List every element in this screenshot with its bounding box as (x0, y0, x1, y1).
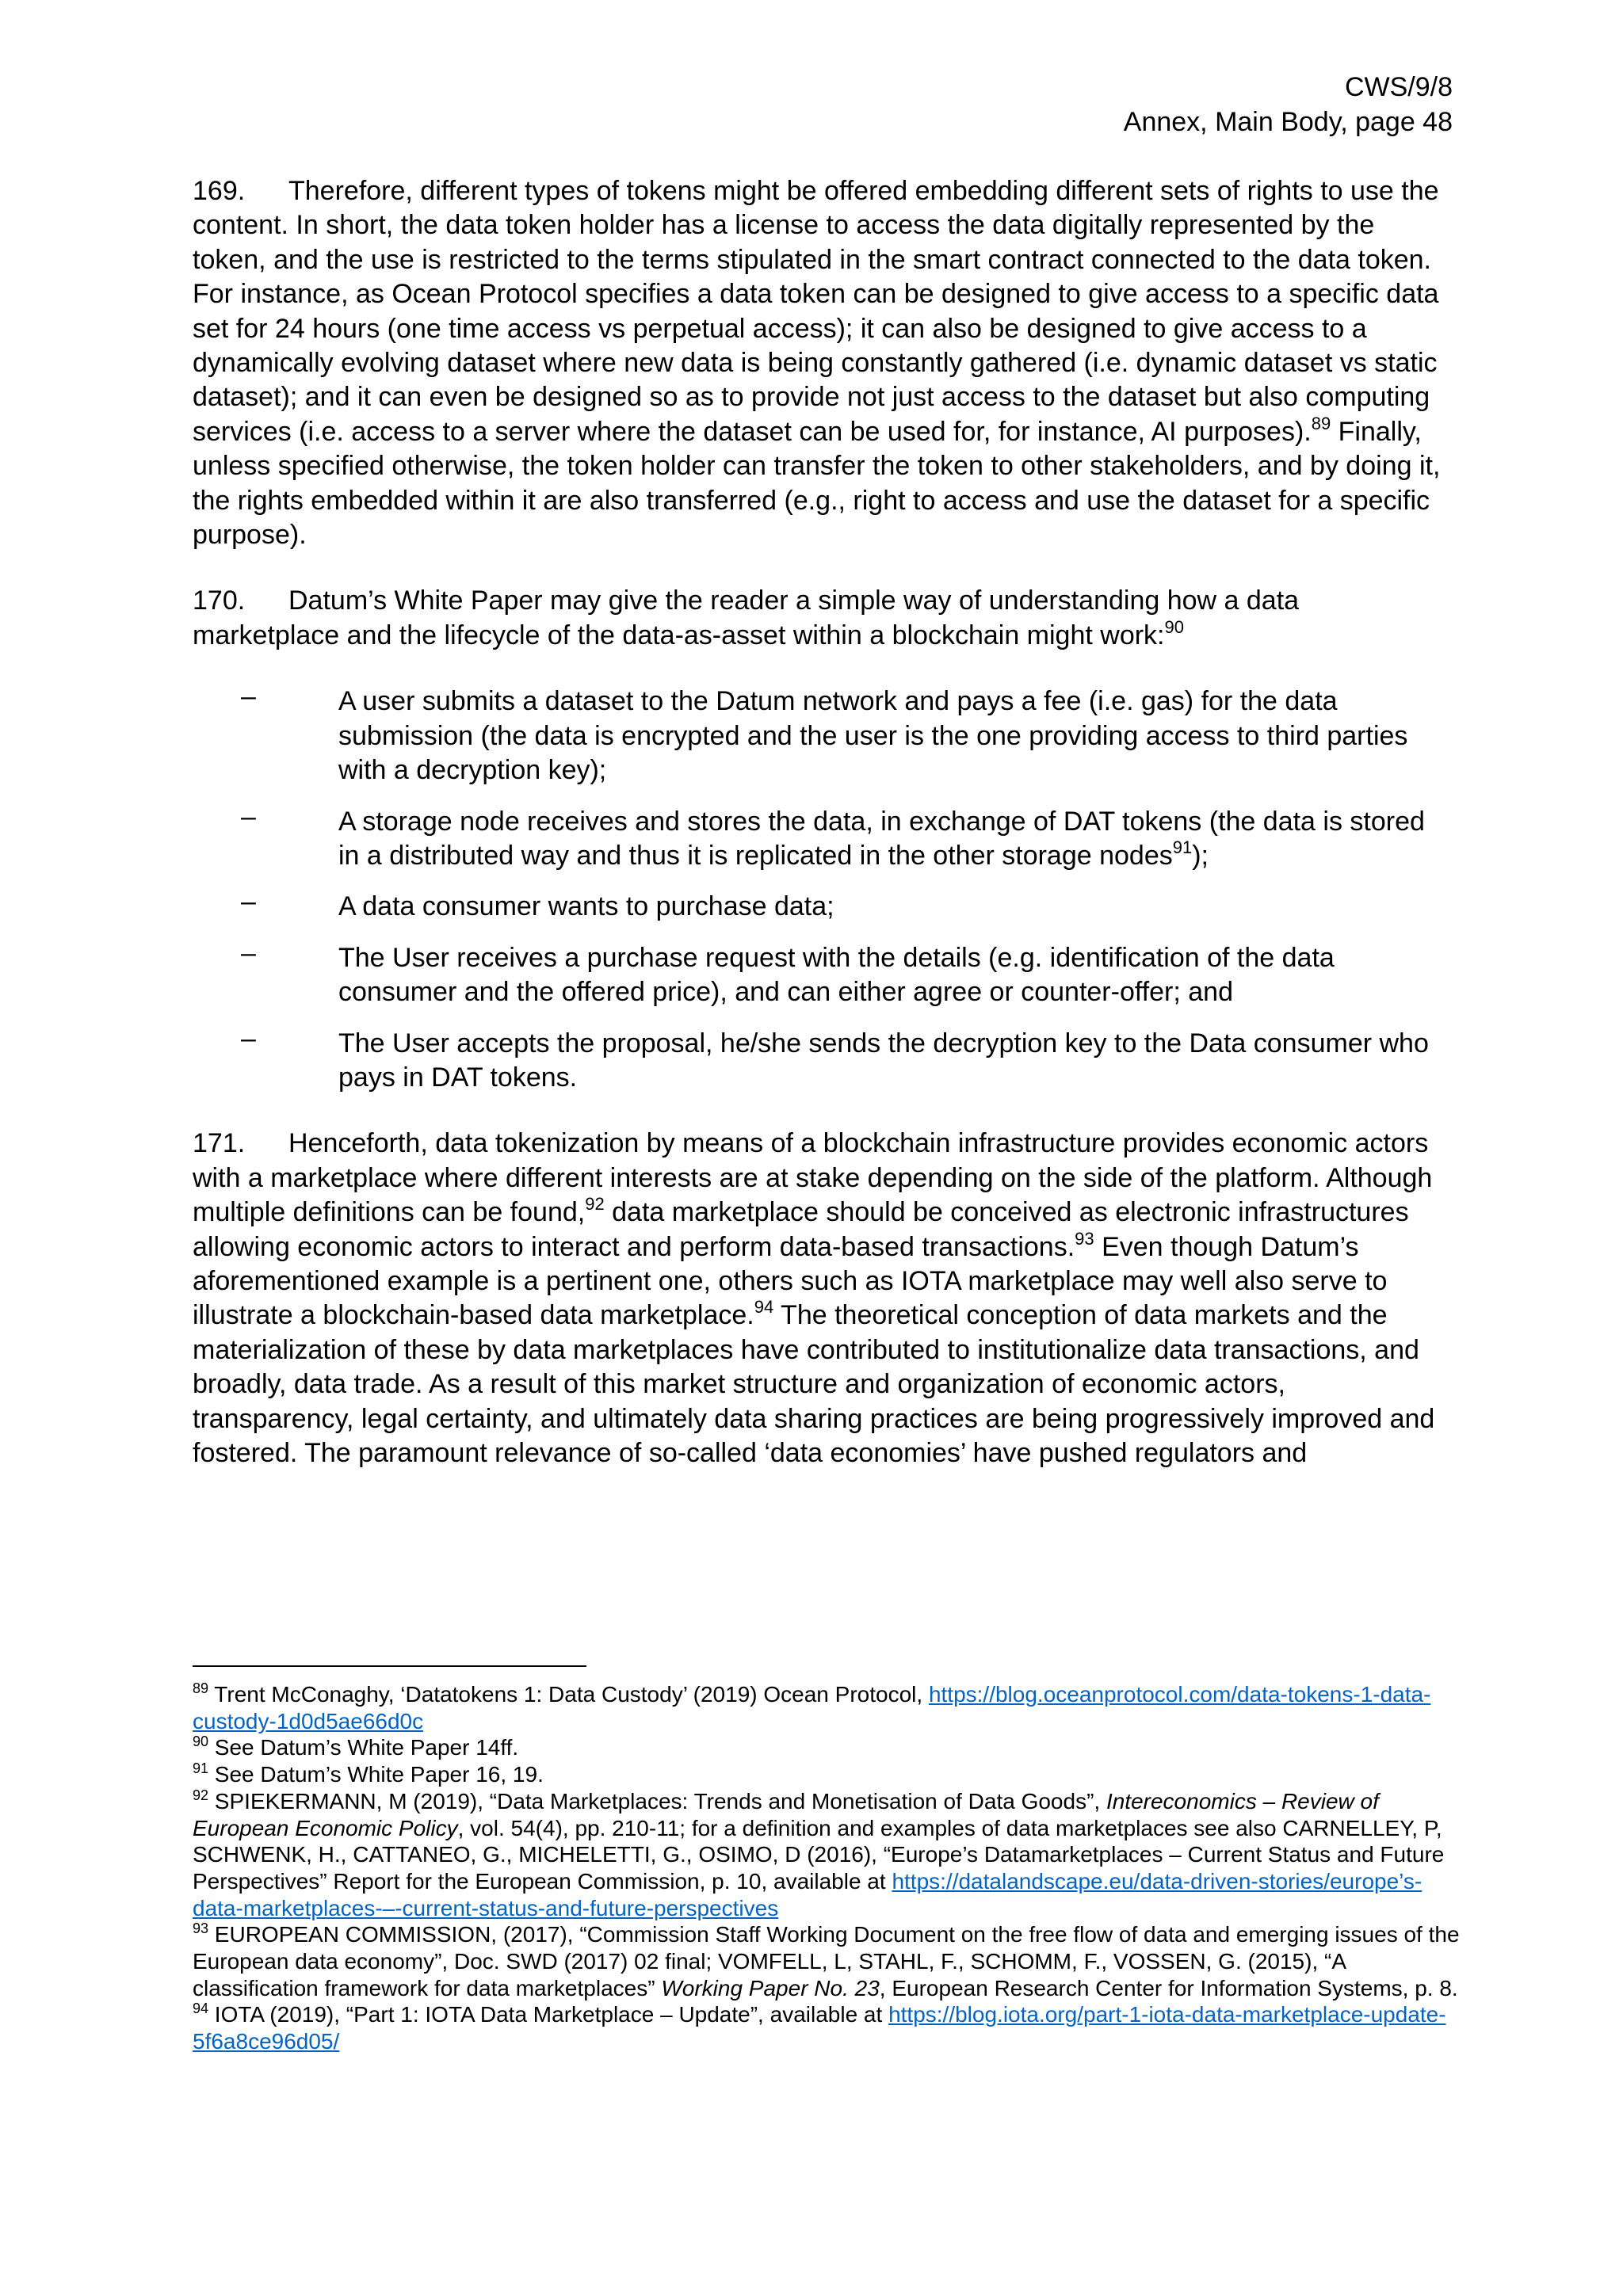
footnote-93 (193, 1921, 1461, 2001)
main-body (193, 174, 1453, 1502)
list-item (193, 937, 1453, 1010)
lifecycle-list (193, 681, 1453, 1095)
dash-bullet: – (241, 681, 256, 712)
footnote-text: See Datum’s White Paper 16, 19. (208, 1762, 544, 1787)
footnote-italic-title: Working Paper No. 23 (661, 1975, 880, 2000)
footnote-90 (193, 1734, 1461, 1761)
paragraph-text: The theoretical conception of data markets and the materialization of these by data marketplaces have contributed to institutionalize data transactions, and broadly, data trade. As a result of this market structure and organization of economic actors, transparency, legal certainty, and ultimately data sharing practices are being progressively improved and fostered. The paramount relevance of so-called ‘data economies’ have pushed regulators and (193, 1300, 1435, 1468)
page-header (1124, 70, 1453, 139)
list-item-text: A storage node receives and stores the data, in exchange of DAT tokens (the data is stored in a distributed way and thus it is replicated in the other storage nodes (338, 806, 1425, 871)
dash-bullet: – (241, 1023, 256, 1054)
footnote-text: EUROPEAN COMMISSION, (2017), “Commission Staff Working Document on the free flow of data and emerging issues of the European data economy”, Doc. SWD (2017) 02 final; VOMFELL, L, STAHL, F., SCHOMM, F., VOSSEN, G. (2015), “A classification framework for data marketplaces” (193, 1922, 1460, 2000)
dash-bullet: – (241, 887, 256, 917)
footnote-89 (193, 1681, 1461, 1734)
footnote-link[interactable]: https://datalandscape.eu/data-driven-stories/europe’s-data-marketplaces-–-current-status-and-future-perspectives (193, 1868, 1423, 1920)
paragraph-text: Finally, unless specified otherwise, the token holder can transfer the token to other stakeholders, and by doing it, the rights embedded within it are also transferred (e.g., right to access and use the dataset for a specific purpose). (193, 416, 1441, 551)
footnotes (193, 1681, 1461, 2055)
paragraph-text: data marketplace should be conceived as electronic infrastructures allowing economic actors to interact and perform data-based transactions. (193, 1197, 1409, 1262)
footnote-text: IOTA (2019), “Part 1: IOTA Data Marketplace – Update”, available at (208, 2002, 889, 2027)
list-item-text: ); (1192, 840, 1209, 871)
footnote-link[interactable]: https://blog.iota.org/part-1-iota-data-marketplace-update-5f6a8ce96d05/ (193, 2002, 1446, 2054)
list-item-text: A user submits a dataset to the Datum network and pays a fee (i.e. gas) for the data submission (the data is encrypted and the user is the one providing access to third parties with a decryption key); (338, 686, 1408, 786)
paragraph-number: 171. (193, 1128, 246, 1159)
list-item-text: The User receives a purchase request with the details (e.g. identification of the data consumer and the offered price), and can either agree or counter-offer; and (338, 942, 1335, 1008)
footnote-text: SPIEKERMANN, M (2019), “Data Marketplaces: Trends and Monetisation of Data Goods”, (208, 1788, 1106, 1814)
paragraph-number: 169. (193, 176, 246, 206)
footnote-ref-93[interactable]: 93 (1075, 1228, 1094, 1249)
paragraph-text: Even though Datum’s aforementioned example is a pertinent one, others such as IOTA marketplace may well also serve to illustrate a blockchain-based data marketplace. (193, 1231, 1388, 1331)
footnote-separator (193, 1665, 586, 1667)
document-code: CWS/9/8 (1344, 72, 1453, 102)
paragraph-text: Henceforth, data tokenization by means of a blockchain infrastructure provides economic actors with a marketplace where different interests are at stake depending on the side of the platform. Although multiple definitions can be found, (193, 1128, 1433, 1228)
list-item-text: The User accepts the proposal, he/she sends the decryption key to the Data consumer who pays in DAT tokens. (338, 1028, 1429, 1093)
footnote-number: 90 (193, 1733, 209, 1750)
footnote-text: , vol. 54(4), pp. 210-11; for a definition and examples of data marketplaces see also CARNELLEY, P, SCHWENK, H., CATTANEO, G., MICHELETTI, G., OSIMO, D (2016), “Europe’s Datamarketplaces – Current Status and Future Perspectives” Report for the European Commission, p. 10, available at (193, 1815, 1445, 1894)
footnote-94 (193, 2001, 1461, 2054)
footnote-number: 93 (193, 1920, 209, 1937)
page-reference: Annex, Main Body, page 48 (1123, 107, 1453, 137)
footnote-number: 94 (193, 2000, 209, 2017)
paragraph-170 (193, 584, 1453, 653)
list-item-text: A data consumer wants to purchase data; (338, 891, 834, 922)
footnote-number: 89 (193, 1680, 209, 1696)
footnote-92 (193, 1788, 1461, 1922)
dash-bullet: – (241, 801, 256, 832)
footnote-text: Trent McConaghy, ‘Datatokens 1: Data Custody’ (2019) Ocean Protocol, (208, 1682, 929, 1707)
paragraph-text: Datum’s White Paper may give the reader a simple way of understanding how a data marketplace and the lifecycle of the data-as-asset within a blockchain might work: (193, 585, 1300, 650)
document-page (193, 0, 1460, 2296)
footnote-ref-91[interactable]: 91 (1172, 837, 1193, 857)
dash-bullet: – (241, 937, 256, 968)
footnote-number: 91 (193, 1760, 209, 1777)
paragraph-text: Therefore, different types of tokens might be offered embedding different sets of rights to use the content. In short, the data token holder has a license to access the data digitally represented by the token, and the use is restricted to the terms stipulated in the smart contract connected to the data token. For instance, as Ocean Protocol specifies a data token can be designed to give access to a specific data set for 24 hours (one time access vs perpetual access); it can also be designed to give access to a dynamically evolving dataset where new data is being constantly gathered (i.e. dynamic dataset vs static dataset); and it can even be designed so as to provide not just access to the dataset but also computing services (i.e. access to a server where the dataset can be used for, for instance, AI purposes). (193, 176, 1439, 447)
footnote-ref-90[interactable]: 90 (1164, 616, 1184, 637)
footnote-ref-94[interactable]: 94 (754, 1297, 774, 1318)
paragraph-number: 170. (193, 585, 246, 616)
list-item (193, 681, 1453, 788)
list-item (193, 1023, 1453, 1096)
footnote-link[interactable]: https://blog.oceanprotocol.com/data-tokens-1-data-custody-1d0d5ae66d0c (193, 1682, 1431, 1733)
footnote-italic-title: Intereconomics – Review of European Economic Policy (193, 1788, 1379, 1840)
footnote-ref-89[interactable]: 89 (1311, 413, 1331, 433)
paragraph-169 (193, 174, 1453, 552)
list-item (193, 887, 1453, 924)
footnote-91 (193, 1761, 1461, 1788)
footnote-text: , European Research Center for Information Systems, p. 8. (879, 1975, 1458, 2000)
footnote-ref-92[interactable]: 92 (585, 1194, 605, 1215)
list-item (193, 801, 1453, 874)
footnote-number: 92 (193, 1787, 209, 1803)
footnote-text: See Datum’s White Paper 14ff. (208, 1735, 519, 1760)
paragraph-171 (193, 1127, 1453, 1470)
